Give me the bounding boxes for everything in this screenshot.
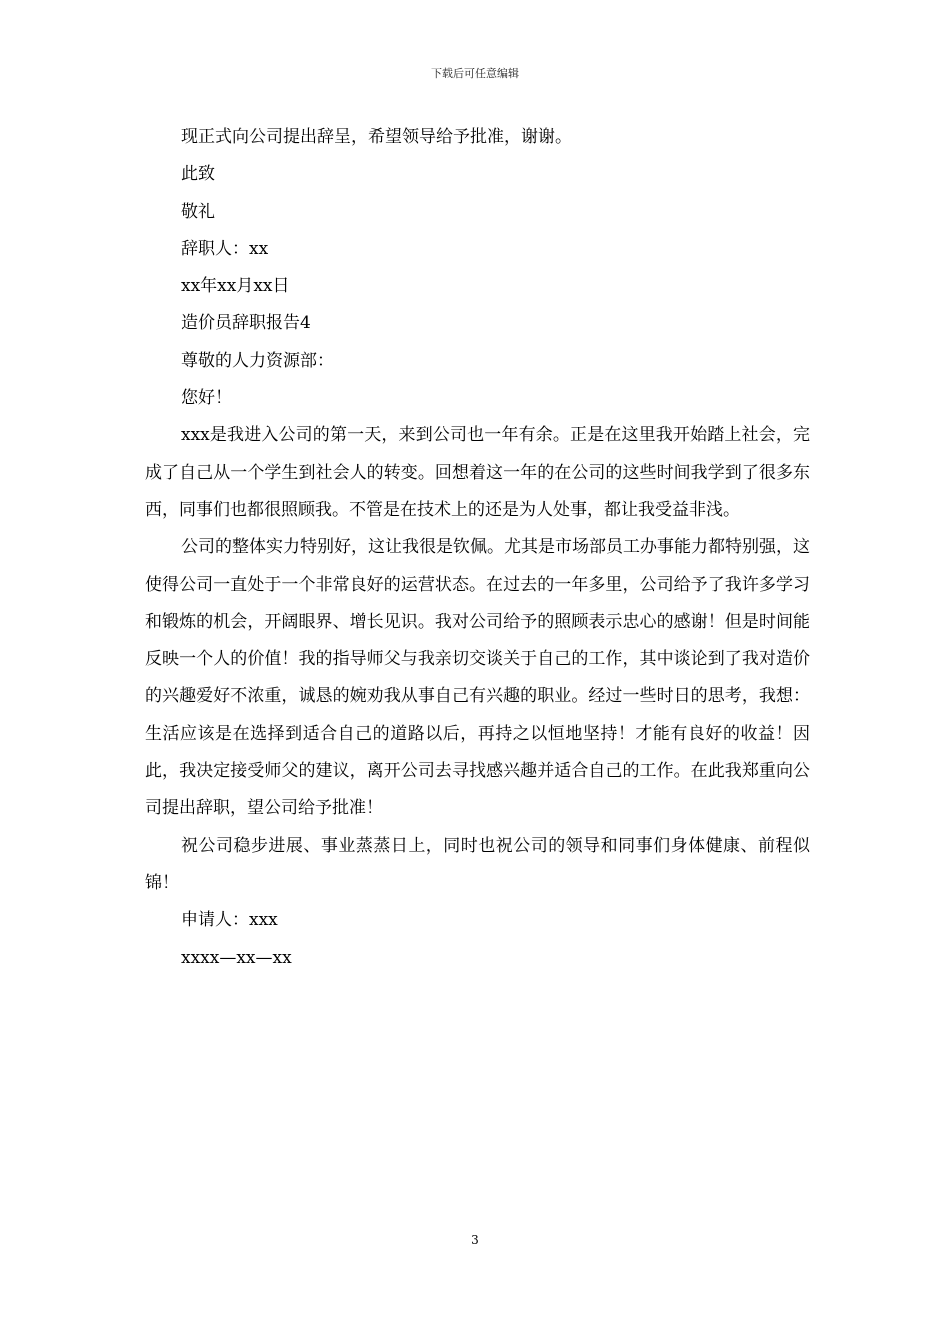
greeting-line: 您好！ [181, 388, 232, 409]
applicant-signature: 申请人：xxx [181, 910, 278, 931]
resignation-date: xx年xx月xx日 [181, 276, 290, 297]
document-body [145, 119, 810, 977]
resigner-signature: 辞职人：xx [181, 238, 269, 259]
closing-salutation: 此致 [181, 164, 215, 185]
body-paragraph-intro: xxx是我进入公司的第一天，来到公司也一年有余。正是在这里我开始踏上社会，完成了自己从一个学生到社会人的转变。回想着这一年的在公司的这些时间我学到了很多东西，同事们也都很照顾我。不管是在技术上的还是为人处事，都让我受益非浅。 [145, 425, 810, 520]
resignation-request-line: 现正式向公司提出辞呈，希望领导给予批准，谢谢。 [181, 127, 572, 147]
body-paragraph-reason: 公司的整体实力特别好，这让我很是钦佩。尤其是市场部员工办事能力都特别强，这使得公司一直处于一个非常良好的运营状态。在过去的一年多里，公司给予了我许多学习和锻炼的机会，开阔眼界、增长见识。我对公司给予的照顾表示忠心的感谢！但是时间能反映一个人的价值！我的指导师父与我亲切交谈关于自己的工作，其中谈论到了我对造价的兴趣爱好不浓重，诚恳的婉劝我从事自己有兴趣的职业。经过一些时日的思考，我想：生活应该是在选择到适合自己的道路以后，再持之以恒地坚持！才能有良好的收益！因此，我决定接受师父的建议，离开公司去寻找感兴趣并适合自己的工作。在此我郑重向公司提出辞职，望公司给予批准！ [145, 537, 810, 819]
recipient-line: 尊敬的人力资源部： [181, 350, 334, 371]
page-number: 3 [471, 1233, 479, 1247]
page-header: 下载后可任意编辑 [431, 67, 519, 80]
closing-regards: 敬礼 [181, 201, 215, 222]
application-date: xxxx—xx—xx [181, 947, 292, 968]
report-title: 造价员辞职报告4 [181, 313, 311, 334]
body-paragraph-wishes: 祝公司稳步进展、事业蒸蒸日上，同时也祝公司的领导和同事们身体健康、前程似锦！ [145, 835, 810, 893]
